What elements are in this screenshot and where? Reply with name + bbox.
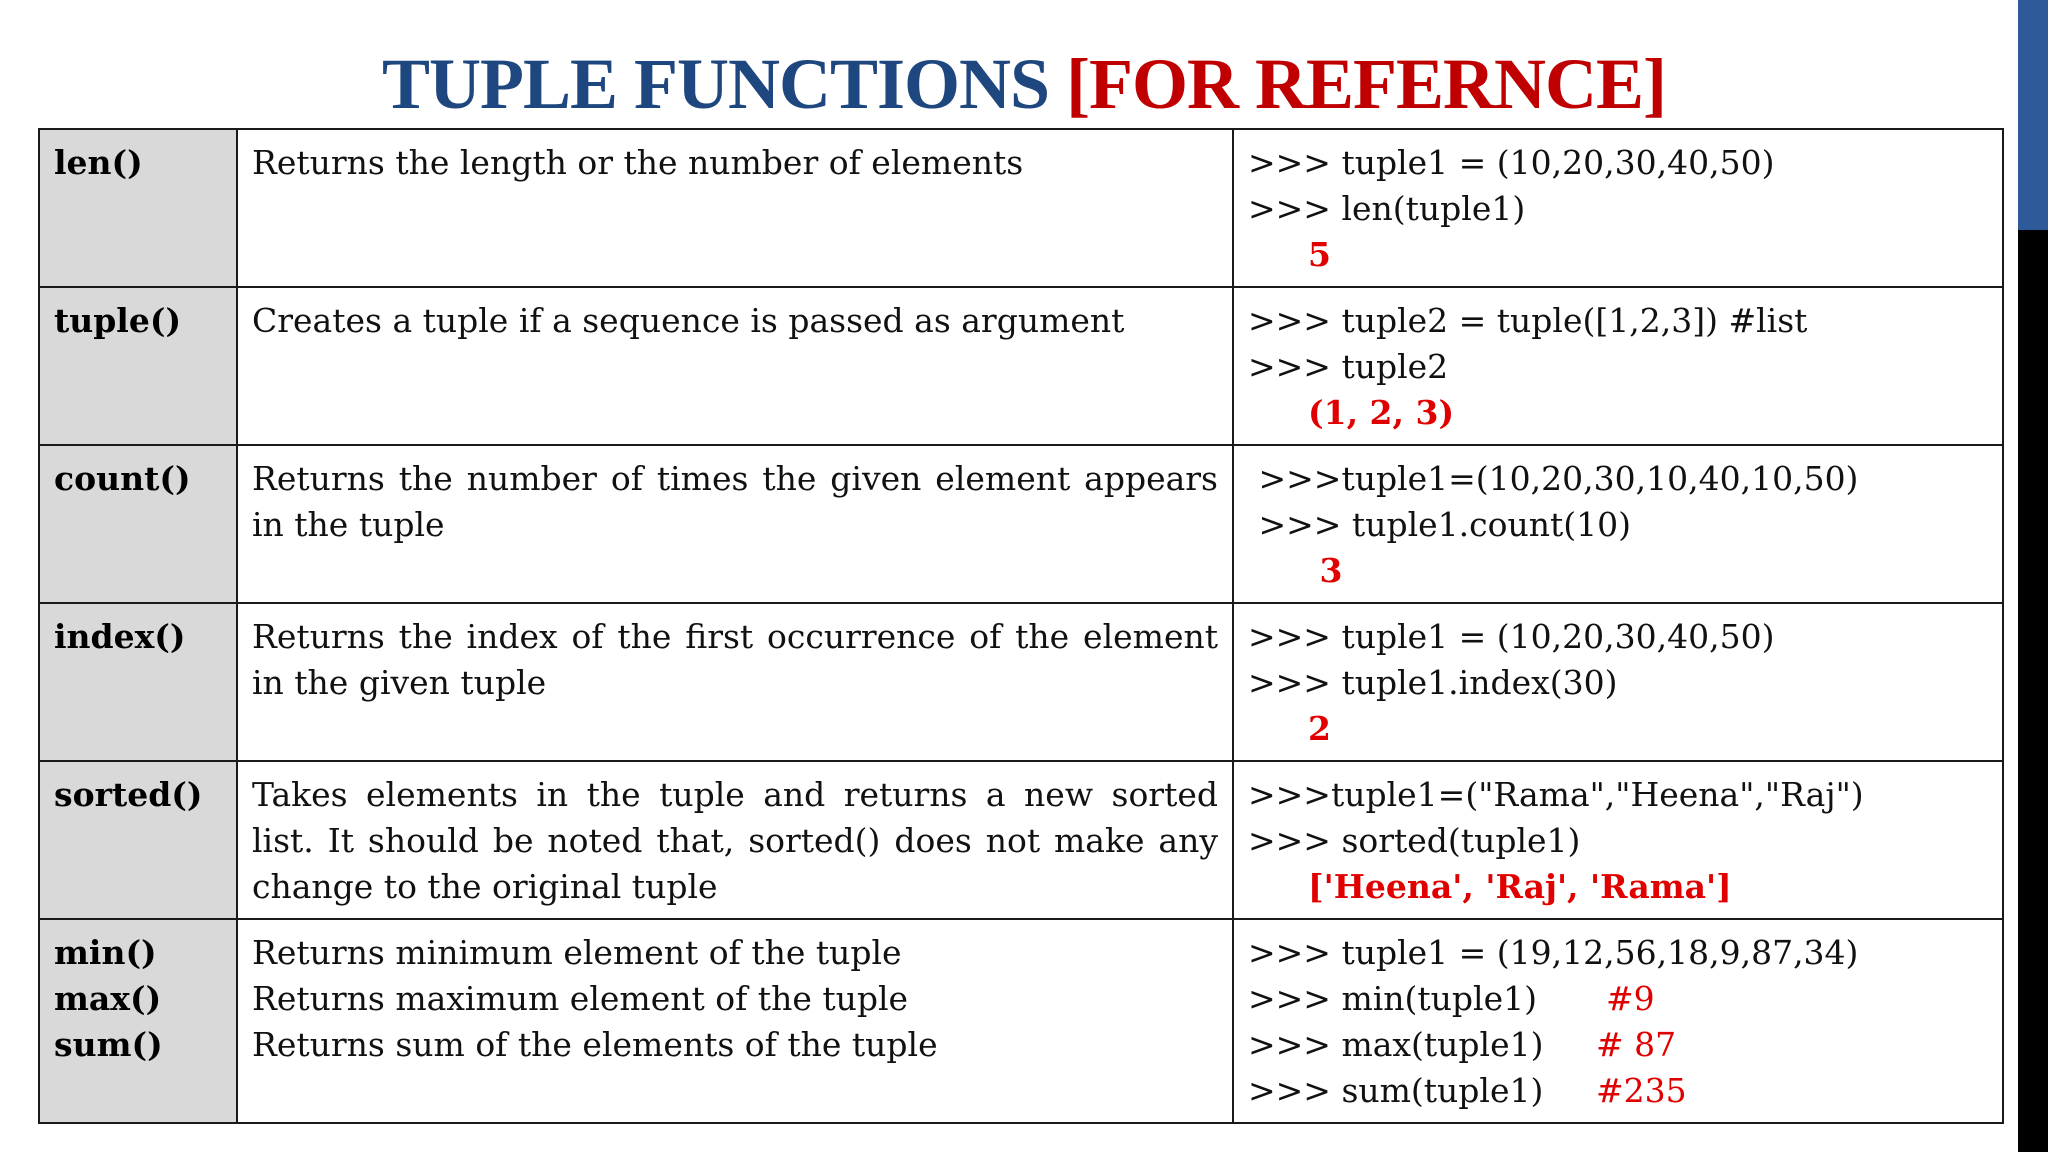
tuple-functions-table bbox=[38, 128, 2004, 1124]
description-text: Creates a tuple if a sequence is passed as argument bbox=[252, 301, 1125, 340]
description-cell bbox=[237, 445, 1233, 603]
function-name: sum() bbox=[54, 1025, 163, 1064]
example-cell bbox=[1233, 129, 2003, 287]
code-comment: #9 bbox=[1606, 979, 1655, 1018]
code-output: ['Heena', 'Raj', 'Rama'] bbox=[1308, 867, 1732, 906]
table-row bbox=[39, 761, 2003, 919]
example-cell bbox=[1233, 287, 2003, 445]
code-output: (1, 2, 3) bbox=[1308, 393, 1455, 432]
table-row bbox=[39, 603, 2003, 761]
description-cell bbox=[237, 603, 1233, 761]
description-text: Returns the number of times the given element appears in the tuple bbox=[252, 459, 1218, 544]
code-output: 5 bbox=[1308, 235, 1331, 274]
function-name-cell bbox=[39, 761, 237, 919]
description-cell bbox=[237, 287, 1233, 445]
code-line: >>> tuple1 = (10,20,30,40,50) bbox=[1248, 617, 1775, 656]
function-name: max() bbox=[54, 979, 162, 1018]
description-cell bbox=[237, 919, 1233, 1123]
code-line: >>> tuple1 = (19,12,56,18,9,87,34) bbox=[1248, 933, 1859, 972]
description-text: Returns the index of the first occurrence of the element in the given tuple bbox=[252, 617, 1218, 702]
code-line: >>> tuple1.index(30) bbox=[1248, 663, 1618, 702]
description-cell bbox=[237, 761, 1233, 919]
description-text: Takes elements in the tuple and returns a new sorted list. It should be noted that, sorted() does not make any change to the original tuple bbox=[252, 775, 1218, 906]
table-row bbox=[39, 129, 2003, 287]
code-text: >>> max(tuple1) bbox=[1248, 1025, 1544, 1064]
example-cell bbox=[1233, 603, 2003, 761]
code-line bbox=[1248, 1022, 1988, 1068]
function-name-cell bbox=[39, 445, 237, 603]
code-comment: #235 bbox=[1596, 1071, 1687, 1110]
example-cell bbox=[1233, 445, 2003, 603]
description-text: Returns maximum element of the tuple bbox=[252, 979, 909, 1018]
code-line bbox=[1248, 976, 1988, 1022]
function-name: tuple() bbox=[54, 301, 182, 340]
table-row bbox=[39, 287, 2003, 445]
title-main: TUPLE FUNCTIONS bbox=[381, 44, 1067, 124]
code-line: >>> len(tuple1) bbox=[1248, 189, 1526, 228]
code-comment: # 87 bbox=[1596, 1025, 1677, 1064]
function-name: len() bbox=[54, 143, 143, 182]
description-text: Returns the length or the number of elements bbox=[252, 143, 1024, 182]
function-name: index() bbox=[54, 617, 186, 656]
code-line: >>>tuple1=(10,20,30,10,40,10,50) bbox=[1248, 459, 1859, 498]
function-name-cell bbox=[39, 129, 237, 287]
code-line: >>>tuple1=("Rama","Heena","Raj") bbox=[1248, 775, 1864, 814]
code-line: >>> sorted(tuple1) bbox=[1248, 821, 1581, 860]
title-reference: [FOR REFERNCE] bbox=[1066, 44, 1667, 124]
code-text: >>> min(tuple1) bbox=[1248, 979, 1538, 1018]
function-name: min() bbox=[54, 933, 157, 972]
page-title bbox=[0, 42, 2048, 126]
code-line: >>> tuple1 = (10,20,30,40,50) bbox=[1248, 143, 1775, 182]
function-name: sorted() bbox=[54, 775, 203, 814]
code-line: >>> tuple1.count(10) bbox=[1248, 505, 1631, 544]
function-name-cell bbox=[39, 603, 237, 761]
description-cell bbox=[237, 129, 1233, 287]
code-line: >>> tuple2 = tuple([1,2,3]) #list bbox=[1248, 301, 1808, 340]
example-cell bbox=[1233, 761, 2003, 919]
code-line: >>> tuple2 bbox=[1248, 347, 1449, 386]
code-output: 3 bbox=[1308, 551, 1343, 590]
sidebar-accent-black bbox=[2018, 230, 2048, 1152]
table-row bbox=[39, 445, 2003, 603]
function-name-cell bbox=[39, 919, 237, 1123]
description-text: Returns minimum element of the tuple bbox=[252, 933, 902, 972]
function-name: count() bbox=[54, 459, 191, 498]
function-name-cell bbox=[39, 287, 237, 445]
table-row bbox=[39, 919, 2003, 1123]
code-line bbox=[1248, 1068, 1988, 1114]
code-output: 2 bbox=[1308, 709, 1331, 748]
example-cell bbox=[1233, 919, 2003, 1123]
description-text: Returns sum of the elements of the tuple bbox=[252, 1025, 938, 1064]
code-text: >>> sum(tuple1) bbox=[1248, 1071, 1544, 1110]
